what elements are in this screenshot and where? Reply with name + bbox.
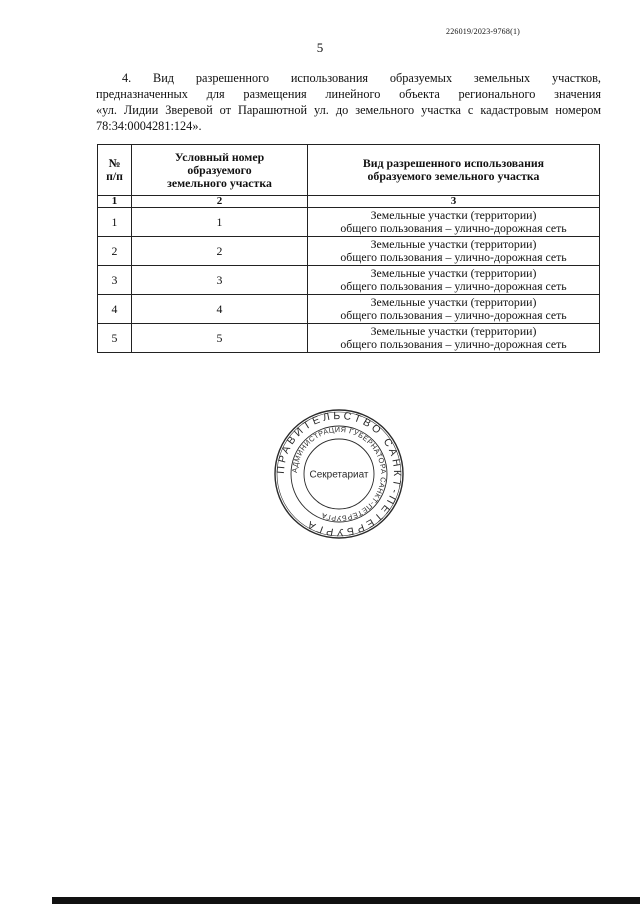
row-number: 2 xyxy=(98,237,132,266)
header-number xyxy=(98,145,132,196)
header-text: Вид разрешенного использования xyxy=(362,156,545,170)
plot-number: 4 xyxy=(132,295,308,324)
plot-number: 2 xyxy=(132,237,308,266)
plot-number: 3 xyxy=(132,266,308,295)
table-row xyxy=(98,237,600,266)
header-text: образуемого xyxy=(187,162,252,177)
table-header-row xyxy=(98,145,600,196)
permitted-use-line: Земельные участки (территории) xyxy=(370,237,537,251)
permitted-use-line: Земельные участки (территории) xyxy=(370,266,537,280)
section-paragraph xyxy=(96,70,601,134)
column-number-row xyxy=(98,196,600,208)
official-stamp xyxy=(273,408,405,540)
stamp-center-text: Секретариат xyxy=(309,469,369,481)
permitted-use-line: Земельные участки (территории) xyxy=(370,295,537,309)
header-text: образуемого земельного участка xyxy=(367,169,540,183)
row-number: 1 xyxy=(98,208,132,237)
permitted-use-line: общего пользования – улично-дорожная сеть xyxy=(340,250,567,264)
permitted-use-line: общего пользования – улично-дорожная сеть xyxy=(340,337,567,351)
permitted-use xyxy=(308,208,600,237)
page-number: 5 xyxy=(316,40,324,55)
paragraph-line: 4. Вид разрешенного использования образуемых земельных участков, xyxy=(122,71,601,85)
permitted-use-line: Земельные участки (территории) xyxy=(370,324,537,338)
paragraph-line: предназначенных для размещения линейного объекта регионального значения xyxy=(96,87,601,101)
permitted-use xyxy=(308,295,600,324)
scan-edge-bar xyxy=(52,897,640,904)
document-registration-number: 226019/2023-9768(1) xyxy=(446,27,521,36)
row-number: 3 xyxy=(98,266,132,295)
paragraph-line: «ул. Лидии Зверевой от Парашютной ул. до земельного участка с кадастровым номером xyxy=(96,103,601,117)
permitted-use xyxy=(308,266,600,295)
column-number: 1 xyxy=(98,196,132,208)
plot-number: 5 xyxy=(132,324,308,353)
table-row xyxy=(98,324,600,353)
header-text: земельного участка xyxy=(167,175,272,190)
permitted-use xyxy=(308,324,600,353)
header-text: Условный номер xyxy=(174,149,265,164)
header-plot-number xyxy=(132,145,308,196)
permitted-use-line: общего пользования – улично-дорожная сеть xyxy=(340,221,567,235)
column-number: 3 xyxy=(308,196,600,208)
permitted-use xyxy=(308,237,600,266)
table-row xyxy=(98,266,600,295)
land-plots-table xyxy=(97,144,600,353)
paragraph-line: 78:34:0004281:124». xyxy=(96,119,202,133)
plot-number: 1 xyxy=(132,208,308,237)
stamp-outer-text: ПРАВИТЕЛЬСТВО САНКТ-ПЕТЕРБУРГА xyxy=(274,409,404,539)
stamp-inner-text: АДМИНИСТРАЦИЯ ГУБЕРНАТОРА САНКТ-ПЕТЕРБУРГА xyxy=(289,424,389,524)
column-number: 2 xyxy=(132,196,308,208)
permitted-use-line: общего пользования – улично-дорожная сеть xyxy=(340,308,567,322)
table-row xyxy=(98,295,600,324)
header-text: п/п xyxy=(106,169,123,183)
permitted-use-line: Земельные участки (территории) xyxy=(370,208,537,222)
header-permitted-use xyxy=(308,145,600,196)
permitted-use-line: общего пользования – улично-дорожная сеть xyxy=(340,279,567,293)
table-row xyxy=(98,208,600,237)
header-text: № xyxy=(108,156,121,170)
row-number: 5 xyxy=(98,324,132,353)
row-number: 4 xyxy=(98,295,132,324)
